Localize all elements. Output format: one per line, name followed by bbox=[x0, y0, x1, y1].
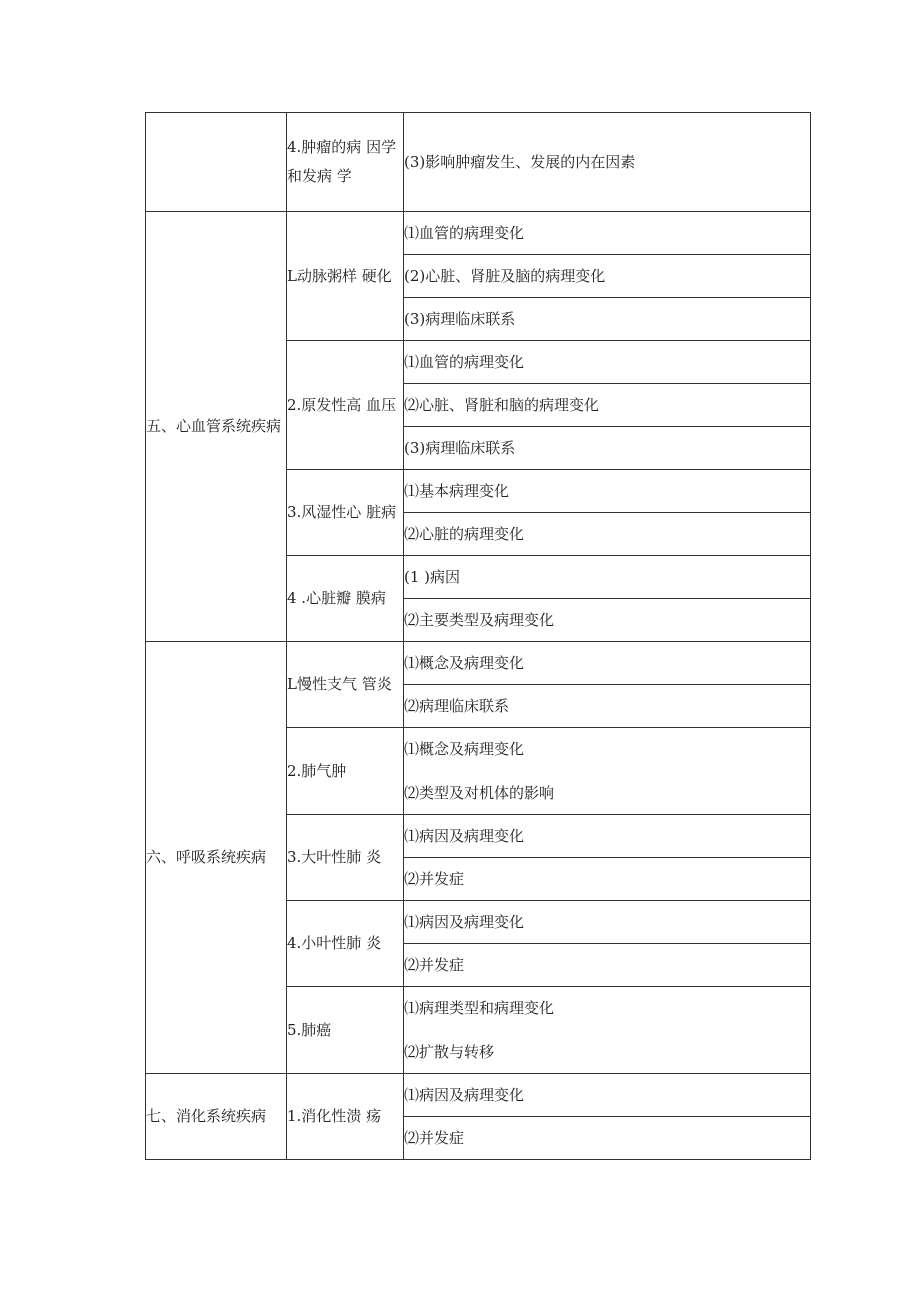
point-cell: (3)病理临床联系 bbox=[404, 427, 811, 470]
table-row bbox=[146, 113, 811, 212]
point-cell: ⑵病理临床联系 bbox=[404, 685, 811, 728]
point-cell: ⑴概念及病理变化 bbox=[404, 642, 811, 685]
topic-cell: 4.小叶性肺 炎 bbox=[287, 901, 404, 987]
point-cell bbox=[404, 728, 811, 815]
topic-cell: 4 .心脏瓣 膜病 bbox=[287, 556, 404, 642]
point-cell: ⑴病因及病理变化 bbox=[404, 901, 811, 944]
point-cell: (3)病理临床联系 bbox=[404, 298, 811, 341]
topic-cell: 3.风湿性心 脏病 bbox=[287, 470, 404, 556]
point-cell: (1 )病因 bbox=[404, 556, 811, 599]
category-cell: 六、呼吸系统疾病 bbox=[146, 642, 287, 1074]
point-cell: (2)心脏、肾脏及脑的病理变化 bbox=[404, 255, 811, 298]
point-cell: ⑴病因及病理变化 bbox=[404, 1074, 811, 1117]
topic-cell: 3.大叶性肺 炎 bbox=[287, 815, 404, 901]
topic-cell: L动脉粥样 硬化 bbox=[287, 212, 404, 341]
point-cell: ⑴血管的病理变化 bbox=[404, 341, 811, 384]
point-cell: ⑵主要类型及病理变化 bbox=[404, 599, 811, 642]
point-cell: ⑴血管的病理变化 bbox=[404, 212, 811, 255]
point-cell: ⑴基本病理变化 bbox=[404, 470, 811, 513]
point-line: ⑵类型及对机体的影响 bbox=[404, 783, 555, 802]
topic-cell: 2.肺气肿 bbox=[287, 728, 404, 815]
point-cell: (3)影响肿瘤发生、发展的内在因素 bbox=[404, 113, 811, 212]
topic-cell: 5.肺癌 bbox=[287, 987, 404, 1074]
point-cell: ⑵心脏的病理变化 bbox=[404, 513, 811, 556]
table-row bbox=[146, 642, 811, 685]
point-line: ⑴病理类型和病理变化 bbox=[404, 998, 555, 1017]
topic-cell: 1.消化性溃 疡 bbox=[287, 1074, 404, 1160]
syllabus-table bbox=[145, 112, 811, 1160]
category-cell: 七、消化系统疾病 bbox=[146, 1074, 287, 1160]
table-row bbox=[146, 212, 811, 255]
point-cell: ⑵并发症 bbox=[404, 1117, 811, 1160]
point-line: ⑴概念及病理变化 bbox=[404, 739, 525, 758]
point-cell: ⑵心脏、肾脏和脑的病理变化 bbox=[404, 384, 811, 427]
table-row bbox=[146, 1074, 811, 1117]
category-cell: 五、心血管系统疾病 bbox=[146, 212, 287, 642]
point-line: ⑵扩散与转移 bbox=[404, 1042, 495, 1061]
point-cell bbox=[404, 987, 811, 1074]
point-cell: ⑴病因及病理变化 bbox=[404, 815, 811, 858]
point-cell: ⑵并发症 bbox=[404, 944, 811, 987]
topic-cell: L慢性支气 管炎 bbox=[287, 642, 404, 728]
category-cell bbox=[146, 113, 287, 212]
topic-cell: 2.原发性高 血压 bbox=[287, 341, 404, 470]
point-cell: ⑵并发症 bbox=[404, 858, 811, 901]
topic-cell: 4.肿瘤的病 因学和发病 学 bbox=[287, 113, 404, 212]
